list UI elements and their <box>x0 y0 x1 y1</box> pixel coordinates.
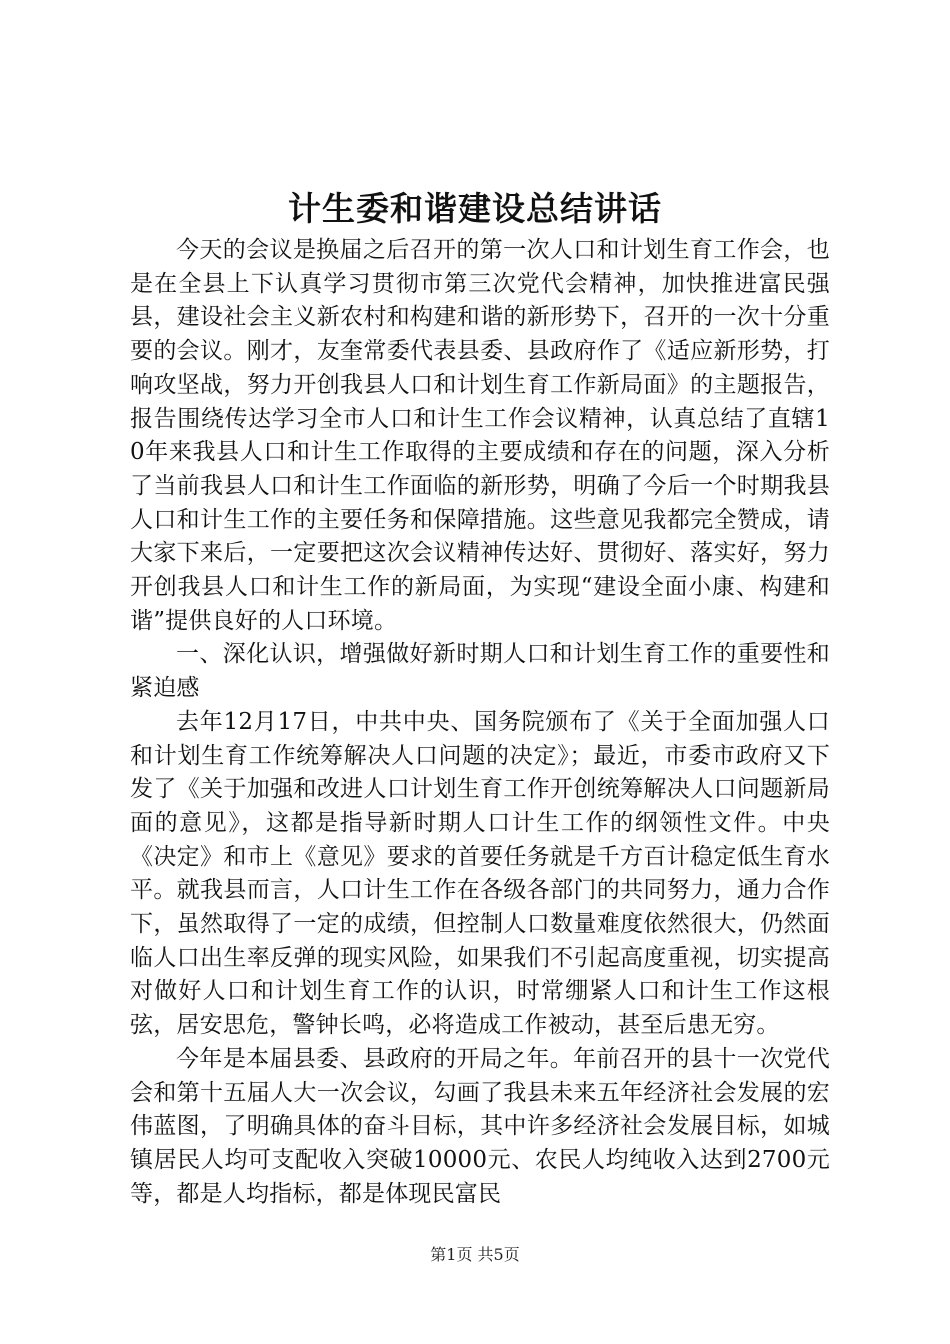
paragraph-new-term: 今年是本届县委、县政府的开局之年。年前召开的县十一次党代会和第十五届人大一次会议，勾画了我县未来五年经济社会发展的宏伟蓝图，了明确具体的奋斗目标，其中许多经济社会发展目标，如城镇居民人均可支配收入突破10000元、农民人均纯收入达到2700元等，都是人均指标，都是体现民富民 <box>130 1045 830 1207</box>
paragraph-central-decision: 去年12月17日，中共中央、国务院颁布了《关于全面加强人口和计划生育工作统筹解决人口问题的决定》；最近，市委市政府又下发了《关于加强和改进人口计划生育工作开创统筹解决人口问题新局面的意见》，这都是指导新时期人口计生工作的纲领性文件。中央《决定》和市上《意见》要求的首要任务就是千方百计稳定低生育水平。就我县而言，人口计生工作在各级各部门的共同努力，通力合作下，虽然取得了一定的成绩，但控制人口数量难度依然很大，仍然面临人口出生率反弹的现实风险，如果我们不引起高度重视，切实提高对做好人口和计划生育工作的认识，时常绷紧人口和计生工作这根弦，居安思危，警钟长鸣，必将造成工作被动，甚至后患无穷。 <box>130 708 830 1039</box>
document-title: 计生委和谐建设总结讲话 <box>288 189 662 228</box>
section-heading-1: 一、深化认识，增强做好新时期人口和计划生育工作的重要性和紧迫感 <box>130 641 830 702</box>
page-number-footer: 第1页 共5页 <box>430 1245 520 1264</box>
document-body <box>130 234 830 1211</box>
paragraph-opening: 今天的会议是换届之后召开的第一次人口和计划生育工作会，也是在全县上下认真学习贯彻市第三次党代会精神，加快推进富民强县，建设社会主义新农村和构建和谐的新形势下，召开的一次十分重要的会议。刚才，友奎常委代表县委、县政府作了《适应新形势，打响攻坚战，努力开创我县人口和计划生育工作新局面》的主题报告，报告围绕传达学习全市人口和计生工作会议精神，认真总结了直辖10年来我县人口和计生工作取得的主要成绩和存在的问题，深入分析了当前我县人口和计生工作面临的新形势，明确了今后一个时期我县人口和计生工作的主要任务和保障措施。这些意见我都完全赞成，请大家下来后，一定要把这次会议精神传达好、贯彻好、落实好，努力开创我县人口和计生工作的新局面，为实现“建设全面小康、构建和谐”提供良好的人口环境。 <box>130 237 830 634</box>
